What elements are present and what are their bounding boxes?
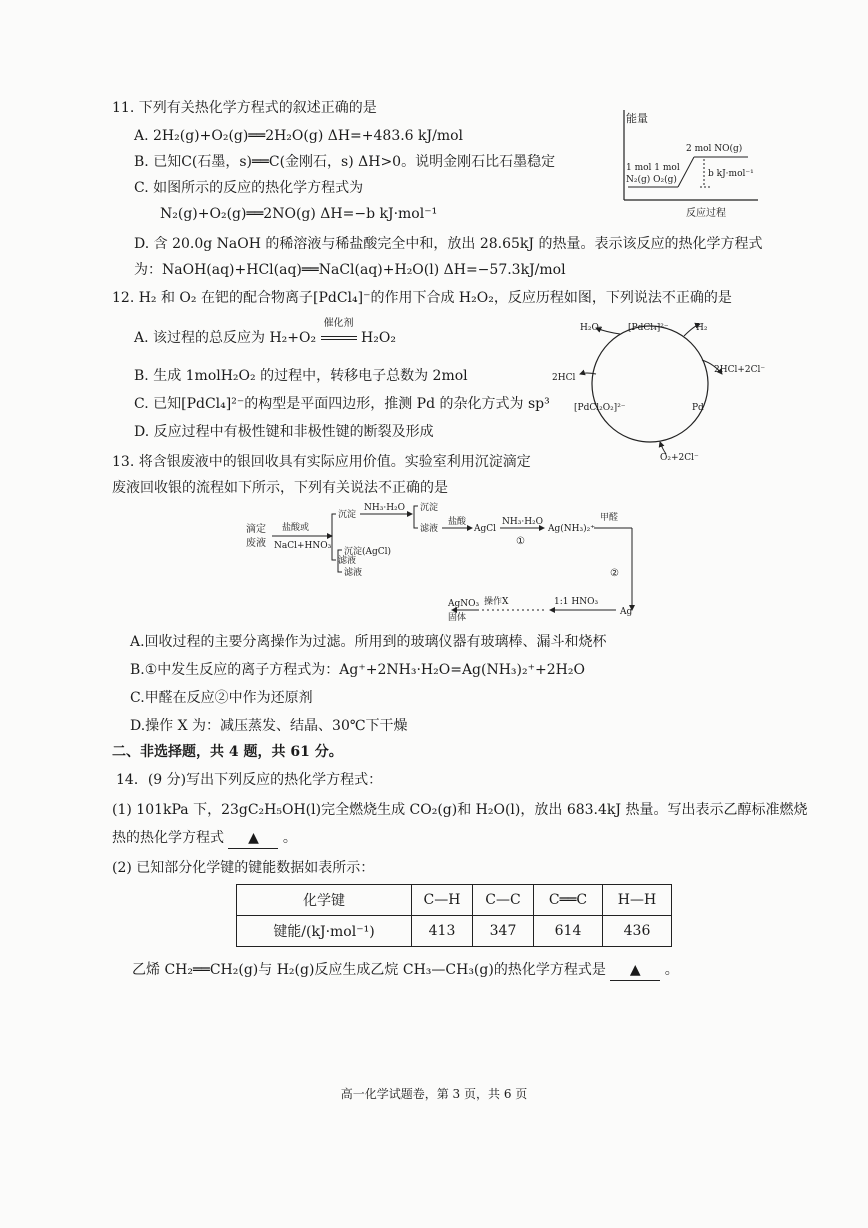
catalytic-cycle <box>546 314 766 464</box>
cycle-h2-label: H₂ <box>696 323 708 333</box>
q13-stem-line2: 废液回收银的流程如下所示，下列有关说法不正确的是 <box>112 480 448 496</box>
flow-agcl: AgCl <box>474 524 497 534</box>
table-header-cell: C—H <box>412 885 473 916</box>
flow-operation-x: 操作X <box>484 597 509 607</box>
table-row <box>237 916 672 947</box>
section-heading: 二、非选择题，共 4 题，共 61 分。 <box>112 744 343 760</box>
q11-option-d-equation: 为：NaOH(aq)+HCl(aq)══NaCl(aq)+H₂O(l) ΔH=−57.3kJ/mol <box>134 262 566 278</box>
q14-part3-text: 乙烯 CH₂══CH₂(g)与 H₂(g)反应生成乙烷 CH₃—CH₃(g)的热化学方程式是 <box>132 962 606 978</box>
q13-option-b: B.①中发生反应的离子方程式为：Ag⁺+2NH₃·H₂O=Ag(NH₃)₂⁺+2H₂O <box>130 662 585 678</box>
table-header-cell: H—H <box>603 885 672 916</box>
q14-part1-text: 热的热化学方程式 <box>112 830 224 846</box>
reactant-amount-label: 1 mol 1 mol <box>626 163 680 173</box>
reactant-species-label: N₂(g) O₂(g) <box>626 175 677 185</box>
q13-option-a: A.回收过程的主要分离操作为过滤。所用到的玻璃仪器有玻璃棒、漏斗和烧杯 <box>130 634 607 650</box>
flow-nh3-reagent-2: NH₃·H₂O <box>502 517 544 527</box>
bond-energy-table <box>236 884 672 947</box>
q14-part1-line1: (1) 101kPa 下，23gC₂H₅OH(l)完全燃烧生成 CO₂(g)和 H₂O(l)，放出 683.4kJ 热量。写出表示乙醇标准燃烧 <box>112 802 808 818</box>
delta-label: b kJ·mol⁻¹ <box>708 169 754 179</box>
q11-option-b: B. 已知C(石墨，s)══C(金刚石，s) ΔH>0。说明金刚石比石墨稳定 <box>134 154 556 170</box>
table-cell: 413 <box>412 916 473 947</box>
q12-option-d: D. 反应过程中有极性键和非极性键的断裂及形成 <box>134 424 434 440</box>
q11-stem: 11. 下列有关热化学方程式的叙述正确的是 <box>112 100 377 116</box>
q11-option-c: C. 如图所示的反应的热化学方程式为 <box>134 180 364 196</box>
cycle-complex-label: [PdCl₂O₂]²⁻ <box>574 403 626 413</box>
energy-axis-label: 能量 <box>626 112 648 125</box>
cycle-right-label: 2HCl+2Cl⁻ <box>714 365 766 375</box>
table-header-cell: C—C <box>473 885 534 916</box>
catalyst-arrow <box>321 318 357 340</box>
flow-reagent-line1: 盐酸或 <box>282 523 310 533</box>
flow-nitric-acid: 1:1 HNO₃ <box>554 597 599 607</box>
flow-start-line2: 废液 <box>246 538 266 549</box>
answer-blank-1[interactable]: ▲ <box>228 828 278 849</box>
q14-part3 <box>132 960 679 981</box>
answer-blank-2[interactable]: ▲ <box>610 960 660 981</box>
table-cell: 键能/(kJ·mol⁻¹) <box>237 916 412 947</box>
q13-option-d: D.操作 X 为：减压蒸发、结晶、30℃下干燥 <box>130 718 408 734</box>
flow-start-line1: 滴定 <box>246 524 266 535</box>
q12-option-a <box>134 318 396 348</box>
catalyst-label: 催化剂 <box>323 318 354 329</box>
table-header-row <box>237 885 672 916</box>
q14-stem: 14．(9 分)写出下列反应的热化学方程式： <box>116 772 383 788</box>
flow-nh3-reagent: NH₃·H₂O <box>364 503 406 513</box>
flow-precipitate: 沉淀 <box>338 510 357 520</box>
table-cell: 614 <box>534 916 603 947</box>
q11-option-a: A. 2H₂(g)+O₂(g)══2H₂O(g) ΔH=+483.6 kJ/mol <box>134 128 464 144</box>
silver-recovery-flowchart <box>244 500 644 628</box>
q14-part3-end: 。 <box>664 962 679 978</box>
flow-precipitate-2: 沉淀 <box>420 503 439 513</box>
q11-option-c-equation: N₂(g)+O₂(g)══2NO(g) ΔH=−b kJ·mol⁻¹ <box>160 206 438 222</box>
q11-option-d: D. 含 20.0g NaOH 的稀溶液与稀盐酸完全中和，放出 28.65kJ 的热量。表示该反应的热化学方程式 <box>134 236 763 252</box>
cycle-bottom-label: O₂+2Cl⁻ <box>660 453 699 463</box>
cycle-pd-label: Pd <box>692 403 704 413</box>
flow-hcl-reagent: 盐酸 <box>448 517 467 527</box>
flow-step-1: ① <box>516 536 525 547</box>
q13-stem-line1: 13. 将含银废液中的银回收具有实际应用价值。实验室利用沉淀滴定 <box>112 454 531 470</box>
flow-step-2: ② <box>610 568 619 579</box>
flow-agno3-line2: 固体 <box>448 613 467 623</box>
q12-option-b: B. 生成 1molH₂O₂ 的过程中，转移电子总数为 2mol <box>134 368 468 384</box>
table-cell: 436 <box>603 916 672 947</box>
q14-part1-end: 。 <box>282 830 297 846</box>
energy-diagram <box>616 110 766 222</box>
q14-part1-line2 <box>112 828 297 849</box>
flow-silver-complex: Ag(NH₃)₂⁺ <box>548 524 595 534</box>
process-axis-label: 反应过程 <box>686 208 726 219</box>
q12-option-a-reactants: A. 该过程的总反应为 H₂+O₂ <box>134 330 317 346</box>
page-footer: 高一化学试题卷，第 3 页，共 6 页 <box>340 1087 528 1101</box>
cycle-left-label: 2HCl <box>552 373 576 383</box>
cycle-pdcl4-label: [PdCl₄]²⁻ <box>628 323 669 333</box>
q12-stem: 12. H₂ 和 O₂ 在钯的配合物离子[PdCl₄]⁻的作用下合成 H₂O₂，反应历程如图，下列说法不正确的是 <box>112 290 732 306</box>
product-label: 2 mol NO(g) <box>686 144 743 154</box>
q13-option-c: C.甲醛在反应②中作为还原剂 <box>130 690 313 706</box>
q14-part2: (2) 已知部分化学键的键能数据如表所示： <box>112 860 375 876</box>
flow-agcl-precipitate: 沉淀(AgCl) <box>344 547 392 557</box>
q12-option-a-product: H₂O₂ <box>361 330 396 346</box>
flow-filtrate-3: 滤液 <box>344 568 363 578</box>
q12-option-c: C. 已知[PdCl₄]²⁻的构型是平面四边形，推测 Pd 的杂化方式为 sp³ <box>134 396 550 412</box>
table-cell: 347 <box>473 916 534 947</box>
flow-reagent-line2: NaCl+HNO₃ <box>274 541 332 551</box>
table-header-cell: 化学键 <box>237 885 412 916</box>
table-header-cell: C══C <box>534 885 603 916</box>
flow-agno3-line1: AgNO₃ <box>448 599 480 609</box>
flow-filtrate: 滤液 <box>338 556 357 566</box>
flow-silver: Ag <box>620 607 633 617</box>
flow-filtrate-2: 滤液 <box>420 524 439 534</box>
flow-formaldehyde: 甲醛 <box>600 513 619 523</box>
cycle-h2o2-label: H₂O₂ <box>580 323 603 333</box>
